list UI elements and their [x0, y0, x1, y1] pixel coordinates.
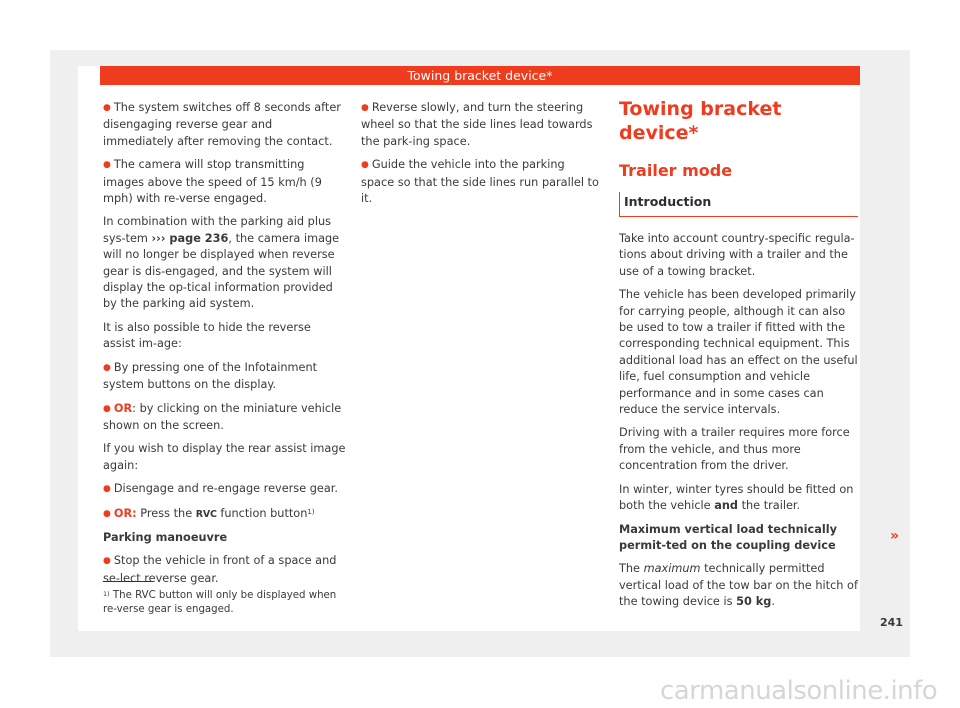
page-number: 241 — [880, 616, 903, 629]
or-label: OR — [113, 401, 133, 415]
list-item-text: Press the — [136, 506, 196, 520]
list-item — [103, 401, 346, 435]
bullet-icon: ● — [361, 103, 369, 113]
watermark: carmanualsonline.info — [660, 676, 938, 706]
footnote-marker: 1) — [307, 507, 315, 516]
list-item-text: Reverse slowly, and turn the steering wheel so that the side lines lead towards the park-ing space. — [361, 101, 593, 148]
bullet-icon: ● — [103, 160, 111, 171]
list-item-text: Guide the vehicle into the parking space so that the side lines run parallel to it. — [361, 158, 599, 206]
chapter-title: Towing bracket device* — [619, 98, 782, 144]
paragraph — [619, 561, 861, 610]
italic-text: maximum — [643, 562, 701, 576]
subheading: Maximum vertical load technically permit-ted on the coupling device — [619, 522, 837, 552]
footnote-text: The RVC button will only be displayed when re-verse gear is engaged. — [103, 590, 337, 615]
bullet-icon: ● — [103, 556, 111, 567]
bullet-icon: ● — [361, 160, 369, 171]
column-middle — [361, 100, 601, 214]
list-item-text: : by clicking on the miniature vehicle shown on the screen. — [103, 401, 342, 432]
column-left — [103, 100, 346, 594]
bullet-icon: ● — [103, 508, 111, 519]
or-label: OR: — [113, 506, 137, 520]
paragraph — [103, 214, 346, 312]
section-header-title: Towing bracket device* — [407, 68, 553, 83]
list-item — [103, 481, 346, 498]
footnote-marker: 1) — [103, 590, 110, 598]
subsection-title: Introduction — [619, 192, 858, 217]
section-header-bar — [100, 66, 860, 85]
paragraph-text: The — [619, 562, 644, 576]
list-item — [103, 506, 346, 523]
list-item — [361, 100, 601, 150]
paragraph-text: technically permitted vertical load of the tow bar on the hitch of the towing device is — [619, 562, 858, 609]
paragraph-text: If you wish to display the rear assist image again: — [103, 442, 346, 472]
list-item — [103, 100, 346, 150]
paragraph: The vehicle has been developed primarily for carrying people, although it can also be used to tow a trailer if fitted with the corresponding technical equipment. This additional load has an effect on the useful life, fuel consumption and vehicle performance and in some cases can reduce the service intervals. — [619, 288, 858, 417]
list-item-text: The camera will stop transmitting images above the speed of 15 km/h (9 mph) with re-verse engaged. — [103, 158, 322, 206]
continue-arrow-icon: » — [890, 528, 900, 544]
paragraph — [619, 482, 861, 515]
emphasis-text: and — [714, 499, 738, 513]
paragraph — [103, 441, 346, 474]
paragraph: Driving with a trailer requires more force from the vehicle, and thus more concentration from the driver. — [619, 426, 850, 473]
paragraph-text: It is also possible to hide the reverse assist im-age: — [103, 320, 311, 351]
paragraph-text: In combination with the parking aid plus sys-tem — [103, 215, 332, 245]
section-title: Trailer mode — [619, 161, 733, 180]
paragraph: Take into account country-specific regula-tions about driving with a trailer and the use of a towing bracket. — [619, 232, 855, 278]
list-item-text: Disengage and re-engage reverse gear. — [113, 482, 338, 496]
column-right — [619, 100, 861, 618]
paragraph-text: , the camera image will no longer be displayed when reverse gear is dis-engaged, and the system will display the op-tical information provided by the parking aid system. — [103, 231, 340, 311]
list-item — [361, 157, 601, 207]
rvc-button-label: RVC — [195, 508, 217, 520]
paragraph-text: . — [771, 595, 775, 609]
subheading: Parking manoeuvre — [103, 530, 228, 544]
bullet-icon: ● — [103, 484, 111, 495]
paragraph-text: In winter, winter tyres should be fitted on both the vehicle — [619, 482, 854, 513]
footnote — [103, 589, 346, 617]
paragraph-text: the trailer. — [737, 499, 801, 513]
list-item-text: By pressing one of the Infotainment system buttons on the display. — [103, 360, 318, 392]
bullet-icon: ● — [103, 362, 111, 373]
list-item-text: Stop the vehicle in front of a space and se-lect reverse gear. — [103, 554, 337, 585]
list-item-text: function button — [216, 506, 308, 520]
list-item — [103, 553, 346, 587]
paragraph — [103, 320, 346, 353]
list-item-text: The system switches off 8 seconds after disengaging reverse gear and immediately after removing the contact. — [103, 101, 341, 148]
bullet-icon: ● — [103, 403, 111, 414]
list-item — [103, 360, 346, 394]
page-reference-link[interactable]: ››› page 236 — [151, 231, 229, 245]
list-item — [103, 157, 346, 207]
load-value: 50 kg — [736, 595, 772, 609]
footnote-divider — [103, 581, 153, 582]
bullet-icon: ● — [103, 103, 111, 113]
